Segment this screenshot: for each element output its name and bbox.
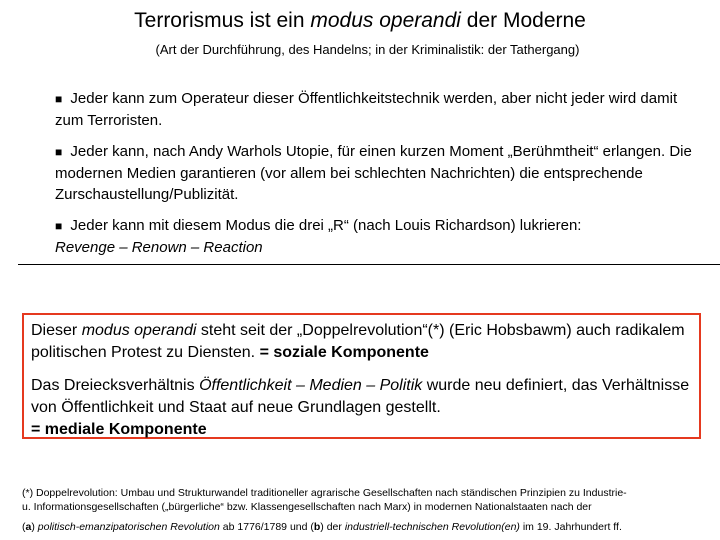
box-bold-text: = soziale Komponente xyxy=(259,344,429,361)
footnote-text: ab 1776/1789 und ( xyxy=(219,521,314,533)
highlight-box xyxy=(22,313,701,439)
box-text: Dieser xyxy=(31,322,82,339)
square-bullet-icon: ■ xyxy=(55,219,63,233)
page-title xyxy=(0,8,720,34)
title-text: Terrorismus ist ein xyxy=(134,9,311,32)
bullet-item xyxy=(55,215,705,258)
bullet-list xyxy=(55,88,705,268)
title-italic-text: modus operandi xyxy=(310,9,461,32)
horizontal-divider xyxy=(18,264,720,265)
box-italic-text: Öffentlichkeit – Medien – Politik xyxy=(199,377,423,394)
footnote-line: (a) politisch-emanzipatorischen Revolution ab 1776/1789 und (b) der industriell-technischen Revolution(en) im 19. Jahrhundert ff. xyxy=(22,521,622,533)
box-text: Das Dreiecksverhältnis xyxy=(31,377,200,394)
bullet-item xyxy=(55,141,705,205)
box-text: steht seit der „Doppelrevolution“(*) (Eric Hobsbawm) auch radikalem politischen Protest zu Diensten. xyxy=(31,322,685,361)
box-italic-text: modus operandi xyxy=(81,322,197,339)
bullet-text: Jeder kann, nach Andy Warhols Utopie, für einen kurzen Moment „Berühmtheit“ erlangen. Die modernen Medien garantieren (vor allem bei schlechten Nachrichten) die entsprechende Zurschaustellung/Publizität. xyxy=(55,143,692,203)
box-paragraph xyxy=(31,375,692,441)
footnote-italic: (en) xyxy=(501,521,520,533)
bullet-italic-text: Revenge – Renown – Reaction xyxy=(55,239,263,256)
footnote-italic: industriell-technischen Revolution xyxy=(344,521,502,533)
square-bullet-icon: ■ xyxy=(55,145,63,159)
footnote-line: (*) Doppelrevolution: Umbau und Strukturwandel traditioneller agrarische Gesellschaften nach ständischen Prinzipien zu Industrie- xyxy=(22,487,627,499)
footnote-italic: politisch-emanzipatorischen Revolution xyxy=(37,521,220,533)
box-paragraph xyxy=(31,320,692,364)
bullet-text: Jeder kann zum Operateur dieser Öffentlichkeitstechnik werden, aber nicht jeder wird damit zum Terroristen. xyxy=(55,90,678,129)
square-bullet-icon: ■ xyxy=(55,92,63,106)
footnote-label: b xyxy=(313,521,321,533)
footnote-label: a xyxy=(25,521,32,533)
footnote-text: im 19. Jahrhundert ff. xyxy=(519,521,622,533)
page-subtitle: (Art der Durchführung, des Handelns; in der Kriminalistik: der Tathergang) xyxy=(155,42,580,57)
title-text-end: der Moderne xyxy=(460,9,586,32)
bullet-text: Jeder kann mit diesem Modus die drei „R“ (nach Louis Richardson) lukrieren: xyxy=(70,217,582,234)
footnote-line: u. Informationsgesellschaften („bürgerliche“ bzw. Klassengesellschaften nach Marx) in modernen Nationalstaaten nach der xyxy=(22,501,592,513)
footnote-text: ) der xyxy=(320,521,345,533)
bullet-item xyxy=(55,88,705,131)
box-text: wurde neu definiert, das Verhältnisse von Öffentlichkeit und Staat auf neue Grundlagen gestellt. xyxy=(31,377,690,416)
box-bold-text: = mediale Komponente xyxy=(31,421,207,438)
footnote xyxy=(22,486,720,534)
